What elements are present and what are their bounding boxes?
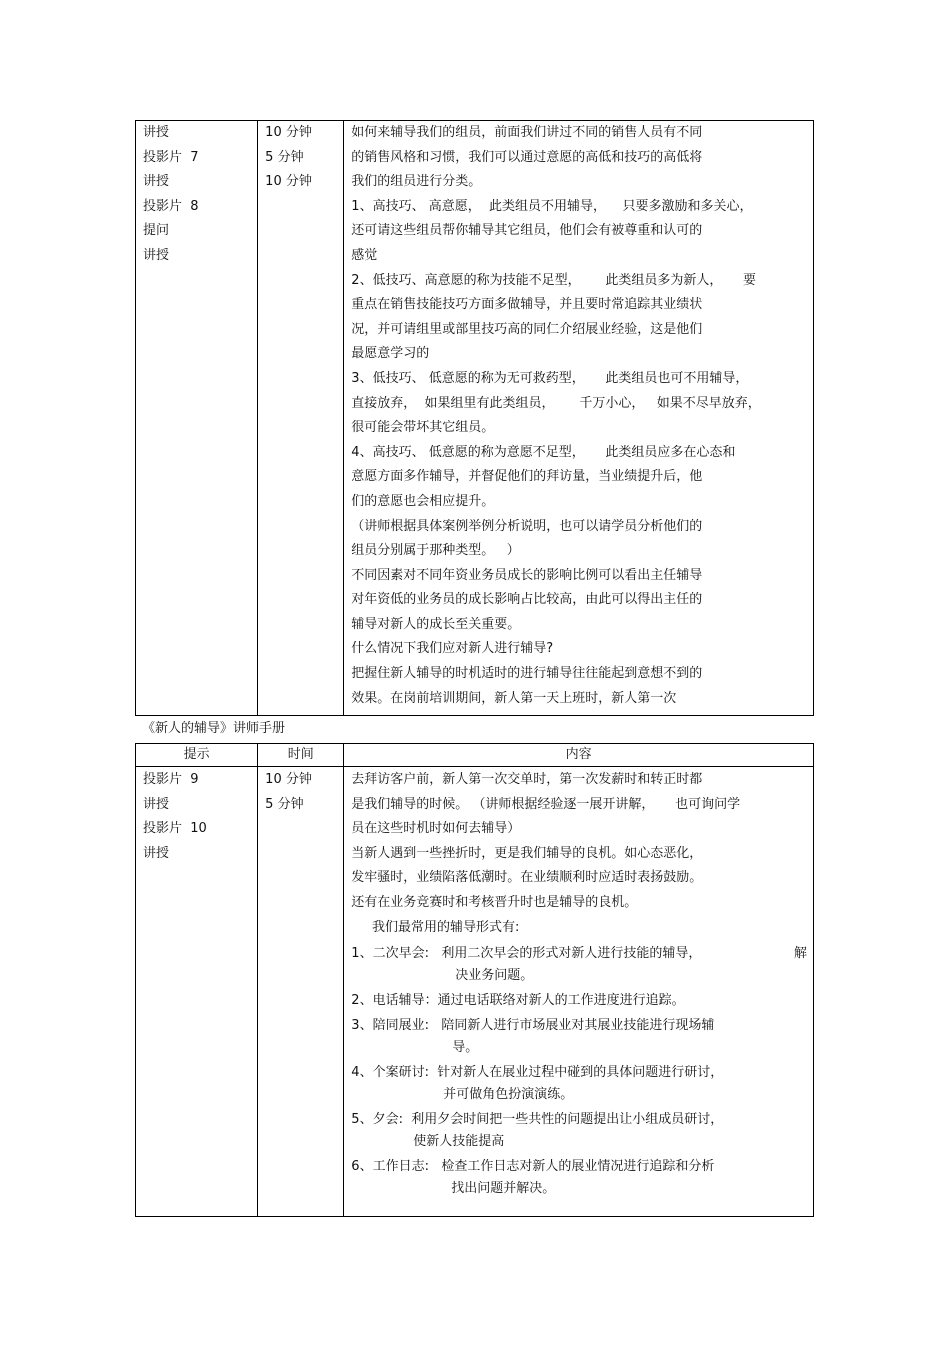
content-line: 意愿方面多作辅导，并督促他们的拜访量，当业绩提升后，他: [351, 469, 703, 485]
header-prompt: 提示: [136, 744, 258, 767]
time-line: 5 分钟: [265, 149, 304, 165]
time-line: 10 分钟: [265, 772, 312, 787]
prompt-line: 投影片 10: [143, 821, 207, 837]
content-line: 不同因素对不同年资业务员成长的影响比例可以看出主任辅导: [351, 567, 703, 583]
coaching-form-item: [351, 1015, 807, 1059]
content-line: 组员分别属于那种类型。 ）: [351, 543, 520, 559]
prompt-line: 投影片 9: [143, 772, 199, 787]
prompt-line: 讲授: [143, 845, 170, 861]
content-line: （讲师根据具体案例举例分析说明，也可以请学员分析他们的: [351, 518, 703, 534]
content-line: 重点在销售技能技巧方面多做辅导，并且要时常追踪其业绩状: [351, 297, 703, 313]
content-line: 是我们辅导的时候。 （讲师根据经验逐一展开讲解， 也可询问学: [351, 796, 741, 812]
content-line: 发牢骚时，业绩陷落低潮时。在业绩顺利时应适时表扬鼓励。: [351, 870, 703, 886]
content-line: 什么情况下我们应对新人进行辅导?: [351, 641, 554, 657]
lesson-table-2: [135, 743, 814, 1217]
coaching-form-item: [351, 1156, 807, 1200]
prompt-line: 投影片 8: [143, 198, 199, 214]
coaching-form-text: 5、夕会: 利用夕会时间把一些共性的问题提出让小组成员研讨，: [351, 1112, 724, 1128]
coaching-form-item: [351, 1109, 807, 1153]
content-line: 对年资低的业务员的成长影响占比较高，由此可以得出主任的: [351, 592, 703, 608]
lesson-table-1: [135, 120, 814, 716]
content-line: 2、低技巧、高意愿的称为技能不足型， 此类组员多为新人， 要: [351, 272, 757, 288]
content-line: 1、高技巧、 高意愿， 此类组员不用辅导， 只要多激励和多关心，: [351, 198, 753, 214]
prompt-line: 讲授: [143, 125, 170, 140]
header-time: 时间: [258, 744, 344, 767]
content-line: 我们的组员进行分类。: [351, 174, 482, 190]
content-line: 的销售风格和习惯，我们可以通过意愿的高低和技巧的高低将: [351, 149, 703, 165]
time-line: 10 分钟: [265, 174, 312, 190]
prompt-line: 投影片 7: [143, 149, 199, 165]
coaching-form-item: [351, 990, 807, 1012]
content-line: 4、高技巧、 低意愿的称为意愿不足型， 此类组员应多在心态和: [351, 444, 736, 460]
content-line: 3、低技巧、 低意愿的称为无可救药型， 此类组员也可不用辅导，: [351, 370, 749, 386]
content-line: 我们最常用的辅导形式有:: [351, 919, 520, 935]
content-line: 感觉: [351, 247, 378, 263]
coaching-form-tail: 解: [793, 946, 807, 962]
content-cell: [344, 121, 814, 716]
coaching-form-text: 1、二次早会: 利用二次早会的形式对新人进行技能的辅导，: [351, 946, 702, 962]
time-cell: [258, 767, 344, 1217]
time-cell: [258, 121, 344, 716]
time-line: 5 分钟: [265, 796, 304, 812]
prompt-line: 提问: [143, 223, 170, 239]
content-line: 把握住新人辅导的时机适时的进行辅导往往能起到意想不到的: [351, 666, 703, 682]
content-cell: [344, 767, 814, 1217]
coaching-form-text: 2、电话辅导：通过电话联络对新人的工作进度进行追踪。: [351, 993, 685, 1009]
content-line: 效果。在岗前培训期间，新人第一天上班时，新人第一次: [351, 690, 677, 706]
content-line: 直接放弃， 如果组里有此类组员， 千万小心， 如果不尽早放弃，: [351, 395, 761, 411]
prompt-line: 讲授: [143, 174, 170, 190]
content-line: 如何来辅导我们的组员，前面我们讲过不同的销售人员有不同: [351, 125, 703, 140]
coaching-form-continuation: 使新人技能提高: [413, 1134, 505, 1150]
handbook-caption: 《新人的辅导》讲师手册: [142, 721, 286, 736]
content-line: 去拜访客户前，新人第一次交单时，第一次发薪时和转正时都: [351, 772, 703, 787]
prompt-line: 讲授: [143, 247, 170, 263]
content-line: 很可能会带坏其它组员。: [351, 420, 495, 436]
coaching-form-text: 3、陪同展业: 陪同新人进行市场展业对其展业技能进行现场辅: [351, 1018, 715, 1034]
content-line: 员在这些时机时如何去辅导）: [351, 821, 521, 837]
content-line: 们的意愿也会相应提升。: [351, 493, 495, 509]
content-line: 况，并可请组里或部里技巧高的同仁介绍展业经验，这是他们: [351, 321, 703, 337]
coaching-form-continuation: 并可做角色扮演演练。: [443, 1087, 574, 1103]
coaching-form-text: 4、个案研讨: 针对新人在展业过程中碰到的具体问题进行研讨，: [351, 1065, 724, 1081]
coaching-form-continuation: 找出问题并解决。: [451, 1181, 556, 1197]
header-content: 内容: [344, 744, 814, 767]
content-line: 还有在业务竞赛时和考核晋升时也是辅导的良机。: [351, 894, 638, 910]
prompt-cell: [136, 767, 258, 1217]
coaching-form-continuation: 导。: [452, 1040, 479, 1056]
time-line: 10 分钟: [265, 125, 312, 140]
content-line: 辅导对新人的成长至关重要。: [351, 616, 521, 632]
coaching-form-text: 6、工作日志: 检查工作日志对新人的展业情况进行追踪和分析: [351, 1159, 715, 1175]
content-line: 当新人遇到一些挫折时，更是我们辅导的良机。如心态恶化，: [351, 845, 703, 861]
coaching-form-continuation: 决业务问题。: [455, 968, 534, 984]
coaching-form-item: [351, 943, 807, 987]
prompt-line: 讲授: [143, 796, 170, 812]
content-line: 最愿意学习的: [351, 346, 430, 362]
coaching-form-item: [351, 1062, 807, 1106]
prompt-cell: [136, 121, 258, 716]
content-line: 还可请这些组员帮你辅导其它组员，他们会有被尊重和认可的: [351, 223, 703, 239]
